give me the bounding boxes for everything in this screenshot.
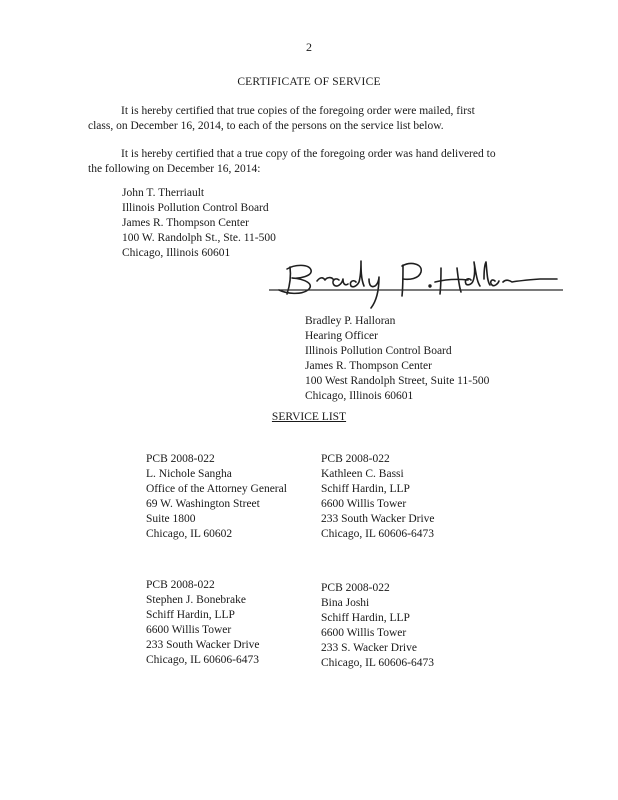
service-entry	[321, 581, 434, 671]
entry-line: Schiff Hardin, LLP	[321, 612, 410, 624]
paragraph-line: class, on December 16, 2014, to each of the persons on the service list below.	[88, 120, 444, 132]
hand-delivery-certification-paragraph	[88, 147, 528, 177]
handwritten-signature	[265, 255, 565, 310]
entry-line: PCB 2008-022	[321, 453, 390, 465]
service-entry	[146, 578, 260, 668]
entry-line: Bina Joshi	[321, 597, 370, 609]
address-line: 100 W. Randolph St., Ste. 11-500	[122, 232, 276, 244]
paragraph-line: It is hereby certified that a true copy of the foregoing order was hand delivered to	[121, 148, 496, 160]
signer-block	[305, 314, 489, 404]
entry-line: 233 S. Wacker Drive	[321, 642, 417, 654]
entry-line: Stephen J. Bonebrake	[146, 594, 246, 606]
entry-line: Suite 1800	[146, 513, 196, 525]
entry-line: PCB 2008-022	[321, 582, 390, 594]
entry-line: Office of the Attorney General	[146, 483, 287, 495]
address-line: John T. Therriault	[122, 187, 205, 199]
entry-line: Chicago, IL 60606-6473	[146, 654, 259, 666]
entry-line: 6600 Willis Tower	[321, 627, 407, 639]
entry-line: L. Nichole Sangha	[146, 468, 232, 480]
signer-line: Chicago, Illinois 60601	[305, 390, 414, 402]
signer-line: 100 West Randolph Street, Suite 11-500	[305, 375, 490, 387]
entry-line: Kathleen C. Bassi	[321, 468, 404, 480]
service-entry	[146, 452, 287, 542]
entry-line: PCB 2008-022	[146, 579, 215, 591]
hand-delivery-recipient	[122, 186, 276, 261]
entry-line: 69 W. Washington Street	[146, 498, 260, 510]
entry-line: Schiff Hardin, LLP	[321, 483, 410, 495]
paragraph-line: the following on December 16, 2014:	[88, 163, 261, 175]
signer-line: Illinois Pollution Control Board	[305, 345, 452, 357]
entry-line: Chicago, IL 60602	[146, 528, 233, 540]
paragraph-line: It is hereby certified that true copies of the foregoing order were mailed, first	[121, 105, 475, 117]
entry-line: PCB 2008-022	[146, 453, 215, 465]
entry-line: 6600 Willis Tower	[146, 624, 232, 636]
page-number: 2	[306, 40, 312, 54]
service-entry	[321, 452, 435, 542]
entry-line: 233 South Wacker Drive	[146, 639, 260, 651]
entry-line: Chicago, IL 60606-6473	[321, 657, 434, 669]
entry-line: 233 South Wacker Drive	[321, 513, 435, 525]
document-title: CERTIFICATE OF SERVICE	[237, 76, 381, 88]
entry-line: Chicago, IL 60606-6473	[321, 528, 434, 540]
address-line: James R. Thompson Center	[122, 217, 249, 229]
address-line: Chicago, Illinois 60601	[122, 247, 231, 259]
mailing-certification-paragraph	[88, 104, 528, 134]
entry-line: 6600 Willis Tower	[321, 498, 407, 510]
signer-line: James R. Thompson Center	[305, 360, 432, 372]
signer-line: Hearing Officer	[305, 330, 378, 342]
address-line: Illinois Pollution Control Board	[122, 202, 269, 214]
entry-line: Schiff Hardin, LLP	[146, 609, 235, 621]
signer-line: Bradley P. Halloran	[305, 315, 396, 327]
service-list-heading: SERVICE LIST	[271, 411, 347, 423]
